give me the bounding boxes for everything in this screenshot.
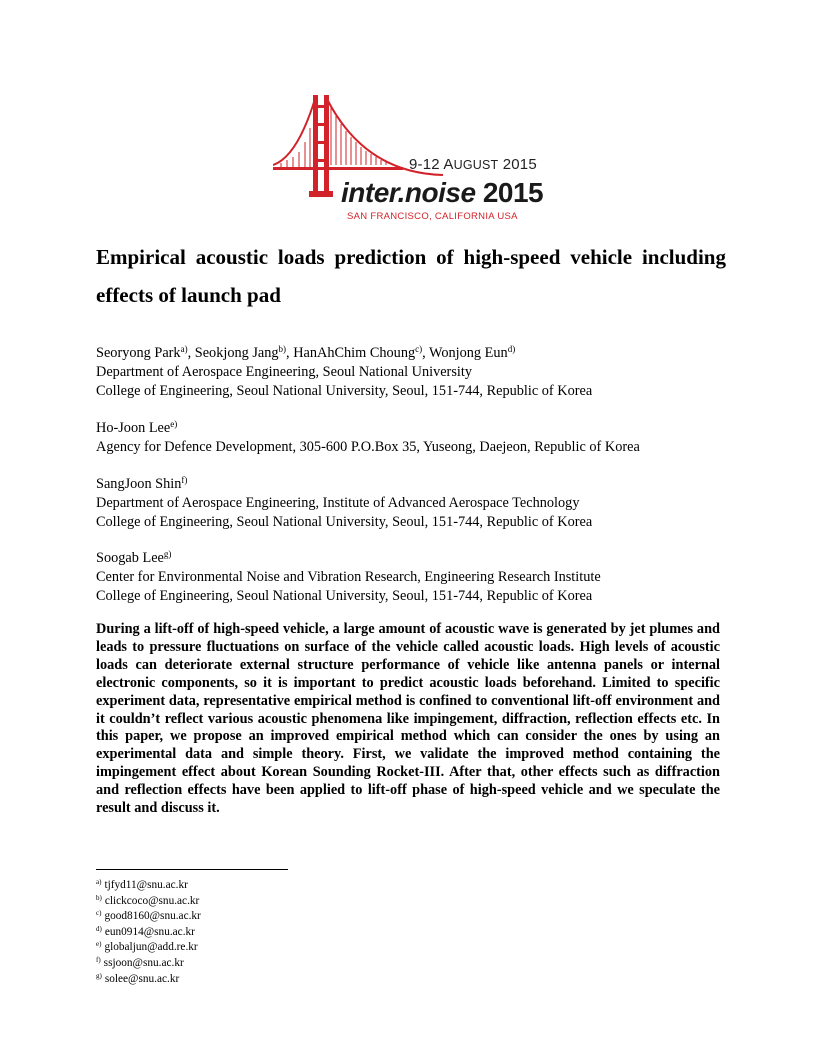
- author-block-2: [96, 419, 756, 457]
- paper-title: [96, 238, 726, 314]
- footnotes: [96, 878, 201, 987]
- footnote: $^{b)}$ clickcoco@snu.ac.kr: [96, 893, 200, 907]
- title-line-2: effects of launch pad: [96, 283, 281, 307]
- author-names: Ho-Joon Lee$^{e)}$: [96, 419, 178, 436]
- footnote: $^{g)}$ solee@snu.ac.kr: [96, 971, 180, 985]
- affiliation-line: Agency for Defence Development, 305-600 P.O.Box 35, Yuseong, Daejeon, Republic of Korea: [96, 439, 640, 455]
- affiliation-line: College of Engineering, Seoul National University, Seoul, 151-744, Republic of Korea: [96, 383, 593, 399]
- conference-name: inter.noise 2015: [341, 177, 544, 208]
- affiliation-line: College of Engineering, Seoul National University, Seoul, 151-744, Republic of Korea: [96, 514, 593, 530]
- footnote: $^{e)}$ globaljun@add.re.kr: [96, 940, 198, 954]
- footnote: $^{a)}$ tjfyd11@snu.ac.kr: [96, 878, 188, 891]
- title-line-1: Empirical acoustic loads prediction of high-speed vehicle including: [96, 245, 726, 269]
- author-block-4: [96, 549, 756, 606]
- footnote: $^{f)}$ ssjoon@snu.ac.kr: [96, 955, 184, 969]
- author-names: Soogab Lee$^{g)}$: [96, 549, 172, 566]
- conference-location: SAN FRANCISCO, CALIFORNIA USA: [347, 211, 518, 222]
- footnote-divider: [96, 869, 288, 870]
- author-block-3: [96, 475, 756, 532]
- author-names: SangJoon Shin$^{f)}$: [96, 475, 188, 492]
- conference-logo: [273, 95, 548, 227]
- abstract: During a lift-off of high-speed vehicle, a large amount of acoustic wave is generated by jet plumes and leads to pressure fluctuations on surface of the vehicle called acoustic loads. High levels of acoustic loads can deteriorate external structure performance of vehicle like antenna panels or internal electronic components, so it is important to predict acoustic loads beforehand. Limited to specific experiment data, representative empirical method is confined to conventional lift-off environment and it couldn’t reflect various acoustic phenomena like impingement, diffraction, reflection effects etc. In this paper, we propose an improved empirical method which can consider the ones by using an experimental data and simple theory. First, we validate the improved method containing the impingement effect about Korean Sounding Rocket-III. After that, other effects such as diffraction and reflection effects have been applied to lift-off phase of high-speed vehicle and we speculate the result and discuss it.: [96, 621, 720, 817]
- author-block-1: [96, 344, 756, 401]
- footnote: $^{d)}$ eun0914@snu.ac.kr: [96, 924, 195, 938]
- affiliation-line: Department of Aerospace Engineering, Institute of Advanced Aerospace Technology: [96, 495, 580, 511]
- affiliation-line: Department of Aerospace Engineering, Seoul National University: [96, 364, 472, 380]
- conference-date: 9-12 AUGUST 2015: [409, 156, 537, 173]
- footnote: $^{c)}$ good8160@snu.ac.kr: [96, 909, 201, 923]
- affiliation-line: Center for Environmental Noise and Vibration Research, Engineering Research Institute: [96, 569, 601, 585]
- author-names: Seoryong Park$^{a)}$, Seokjong Jang$^{b)}$, HanAhChim Choung$^{c)}$, Wonjong Eun$^{d)}$: [96, 344, 516, 361]
- affiliation-line: College of Engineering, Seoul National University, Seoul, 151-744, Republic of Korea: [96, 588, 593, 604]
